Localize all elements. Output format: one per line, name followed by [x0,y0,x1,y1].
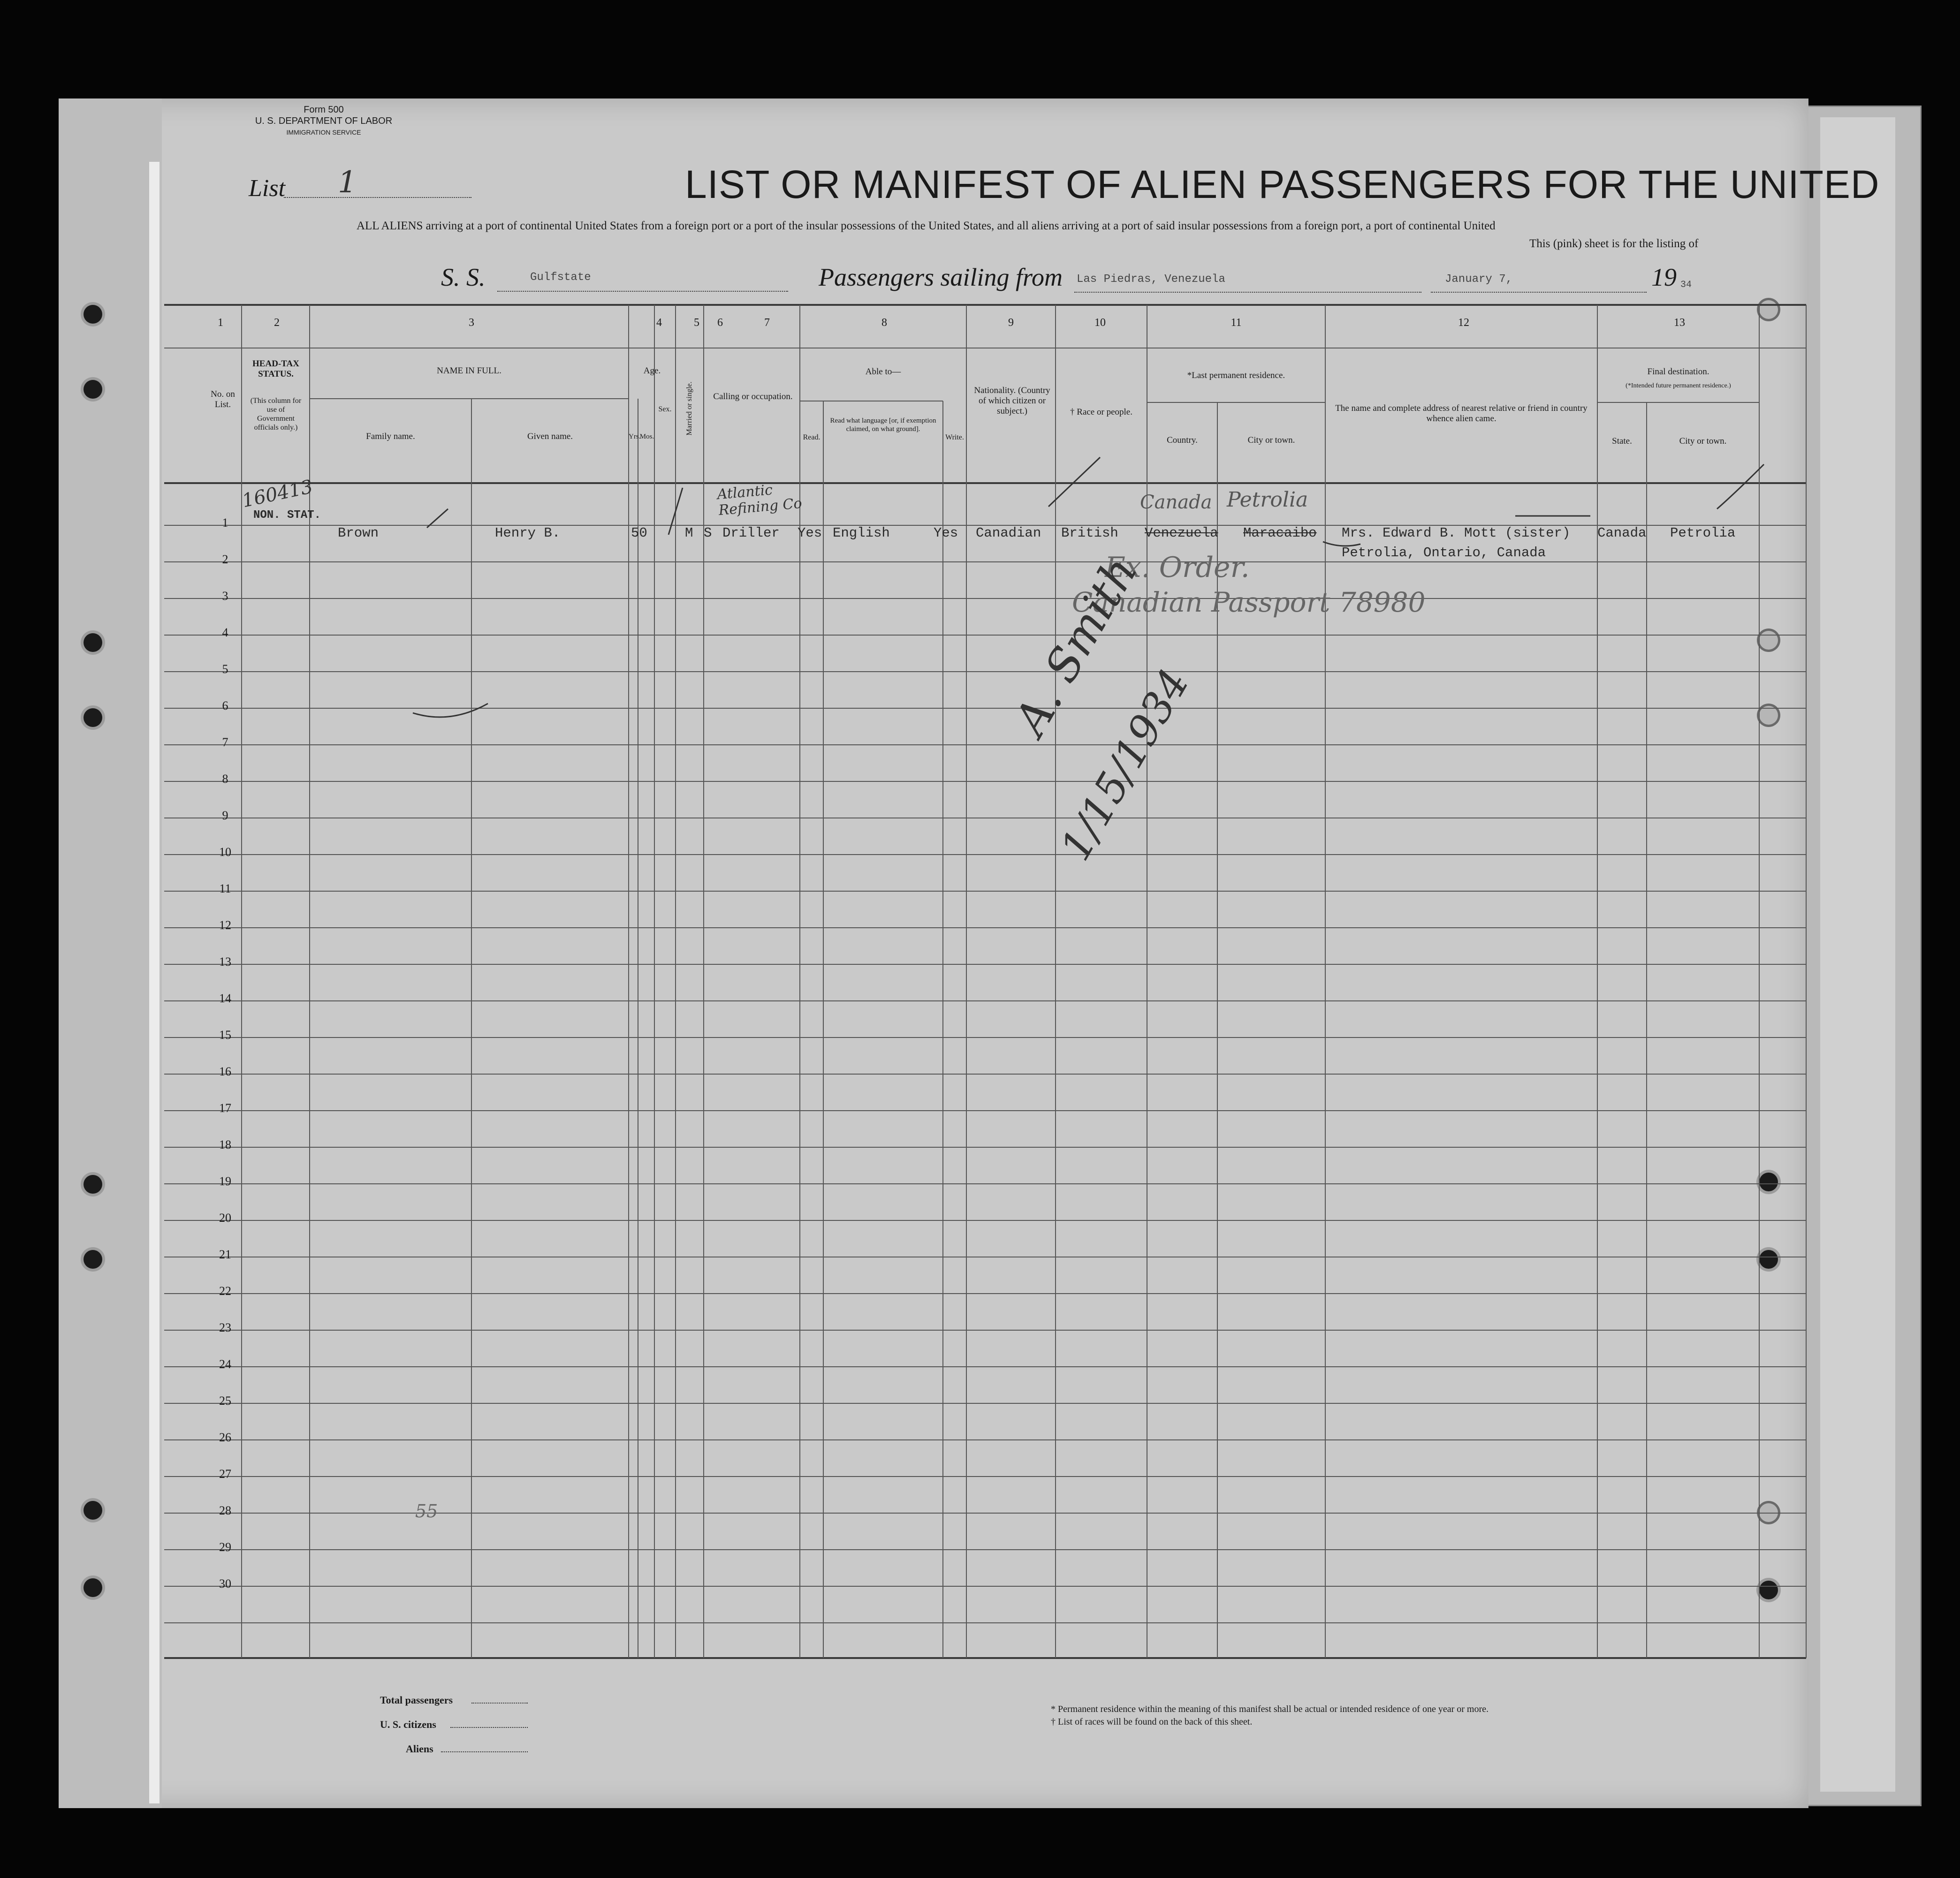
row-number: 20 [219,1211,231,1225]
row-number: 18 [219,1138,231,1151]
city-correction: Petrolia [1227,488,1308,512]
total-passengers-label: Total passengers [380,1694,453,1706]
header-dest-city: City or town. [1679,436,1727,446]
col-number: 13 [1674,317,1685,329]
margin-number: 55 [415,1501,438,1522]
aliens-dots [441,1751,528,1752]
header-married: Married or single. [685,381,693,436]
row-number: 11 [219,882,231,895]
dest-state-cell: Canada [1597,525,1647,541]
col-number: 4 [656,317,662,329]
row-number: 23 [219,1321,231,1334]
write-cell: Yes [934,525,958,541]
departure-port: Las Piedras, Venezuela [1077,273,1225,286]
col-number: 9 [1008,317,1014,329]
header-relative: The name and complete address of nearest relative or friend in country whence alien came. [1335,403,1588,424]
header-head-tax: HEAD-TAX STATUS. [252,359,299,379]
header-country: Country. [1167,435,1198,445]
header-age: Age. [643,366,661,376]
ss-label: S. S. [441,263,486,291]
header-sex: Sex. [658,405,672,413]
row-number: 6 [222,699,228,712]
col-number: 10 [1094,317,1106,329]
relative-address-cell: Petrolia, Ontario, Canada [1342,545,1546,560]
row-number: 14 [219,992,231,1005]
family-name-cell: Brown [338,525,379,541]
us-citizens-label: U. S. citizens [380,1719,436,1730]
inspector-signature: A. Smith [1004,547,1148,744]
header-last-residence: *Last permanent residence. [1187,371,1285,380]
married-cell: S [704,525,712,541]
header-city-town: City or town. [1247,435,1295,445]
passport-note: Canadian Passport 78980 [1072,586,1426,618]
race-cell: British [1061,525,1118,541]
header-state: State. [1612,436,1632,446]
occupation-note: Atlantic Refining Co [716,482,803,519]
col-number: 1 [218,317,223,329]
list-label: List [249,175,286,202]
header-no-on-list: No. on List. [211,389,235,409]
row-number: 22 [219,1284,231,1298]
page-title: LIST OR MANIFEST OF ALIEN PASSENGERS FOR THE UNITED [685,162,1880,206]
service-name: IMMIGRATION SERVICE [286,129,361,136]
year-suffix: 34 [1680,280,1692,290]
header-calling: Calling or occupation. [713,392,793,401]
header-given-name: Given name. [527,432,573,441]
row-number: 1 [222,516,228,530]
col-number: 3 [469,317,474,329]
row-number: 2 [222,553,228,566]
row-number: 25 [219,1394,231,1408]
row-number: 9 [222,809,228,822]
sailing-date: January 7, [1445,273,1513,286]
header-final-note: (*Intended future permanent residence.) [1626,382,1731,389]
sex-cell: M [685,525,693,541]
signature-date: 1/15/1934 [1051,661,1199,869]
row-number: 3 [222,589,228,603]
row-number: 8 [222,772,228,786]
col-number: 6 [717,317,723,329]
relative-name-cell: Mrs. Edward B. Mott (sister) [1342,525,1571,541]
header-mos: Mos. [639,433,654,440]
sailing-label: Passengers sailing from [819,263,1063,291]
footnote-races: † List of races will be found on the back of this sheet. [1051,1717,1253,1727]
col-number: 7 [764,317,770,329]
ship-name: Gulfstate [530,271,591,284]
occupation-cell: Driller [722,525,780,541]
row-number: 19 [219,1174,231,1188]
header-read-language: Read what language [or, if exemption claimed, on what ground]. [830,417,936,433]
dest-city-cell: Petrolia [1670,525,1736,541]
row-number: 16 [219,1065,231,1078]
header-head-tax-note: (This column for use of Government officials only.) [250,397,302,432]
row-number: 13 [219,955,231,969]
row-number: 12 [219,918,231,932]
head-tax-handwritten: 160413 [240,476,315,512]
row-number: 15 [219,1028,231,1042]
read-cell: Yes [798,525,822,541]
aliens-label: Aliens [406,1743,433,1755]
row-number: 26 [219,1431,231,1444]
subtitle-line-2: This (pink) sheet is for the listing of [1529,237,1699,250]
department-name: U. S. DEPARTMENT OF LABOR [255,116,393,126]
city-cell: Maracaibo [1243,525,1317,541]
col-number: 5 [694,317,699,329]
row-number: 21 [219,1248,231,1261]
row-number: 28 [219,1504,231,1517]
row-number: 24 [219,1357,231,1371]
col-number: 2 [274,317,280,329]
list-number: 1 [338,165,357,200]
country-correction: Canada [1140,492,1212,513]
row-number: 4 [222,626,228,639]
total-passengers-dots [471,1703,528,1704]
country-cell: Venezuela [1145,525,1218,541]
row-number: 7 [222,735,228,749]
header-able-to: Able to— [865,367,901,377]
row-number: 27 [219,1467,231,1481]
year-prefix: 19 [1651,263,1677,291]
header-yrs: Yrs. [629,433,641,440]
us-citizens-dots [450,1727,528,1728]
given-name-cell: Henry B. [495,525,561,541]
language-cell: English [833,525,890,541]
col-number: 8 [881,317,887,329]
header-read: Read. [803,433,820,441]
header-write: Write. [945,433,964,441]
header-name-in-full: NAME IN FULL. [437,366,501,376]
footnote-residence: * Permanent residence within the meaning of this manifest shall be actual or intended residence of one year or more. [1051,1704,1489,1714]
header-nationality: Nationality. (Country of which citizen or subject.) [974,386,1050,416]
row-number: 30 [219,1577,231,1590]
header-final-destination: Final destination. [1647,367,1709,377]
header-race: † Race or people. [1070,407,1132,417]
subtitle-line-1: ALL ALIENS arriving at a port of continental United States from a foreign port or a port of the insular possessions of the United States, and all aliens arriving at a port of said insular possessions from a foreign port, a port of continental United [357,220,1496,232]
row-number: 5 [222,662,228,676]
ex-order-note: Ex. Order. [1105,551,1250,584]
head-tax-stamp: NON. STAT. [253,509,321,522]
row-number: 29 [219,1540,231,1554]
row-number: 10 [219,845,231,859]
col-number: 11 [1231,317,1242,329]
header-family-name: Family name. [366,432,415,441]
form-number: Form 500 [304,105,344,115]
age-years-cell: 50 [631,525,647,541]
row-number: 17 [219,1101,231,1115]
nationality-cell: Canadian [976,525,1041,541]
col-number: 12 [1458,317,1469,329]
